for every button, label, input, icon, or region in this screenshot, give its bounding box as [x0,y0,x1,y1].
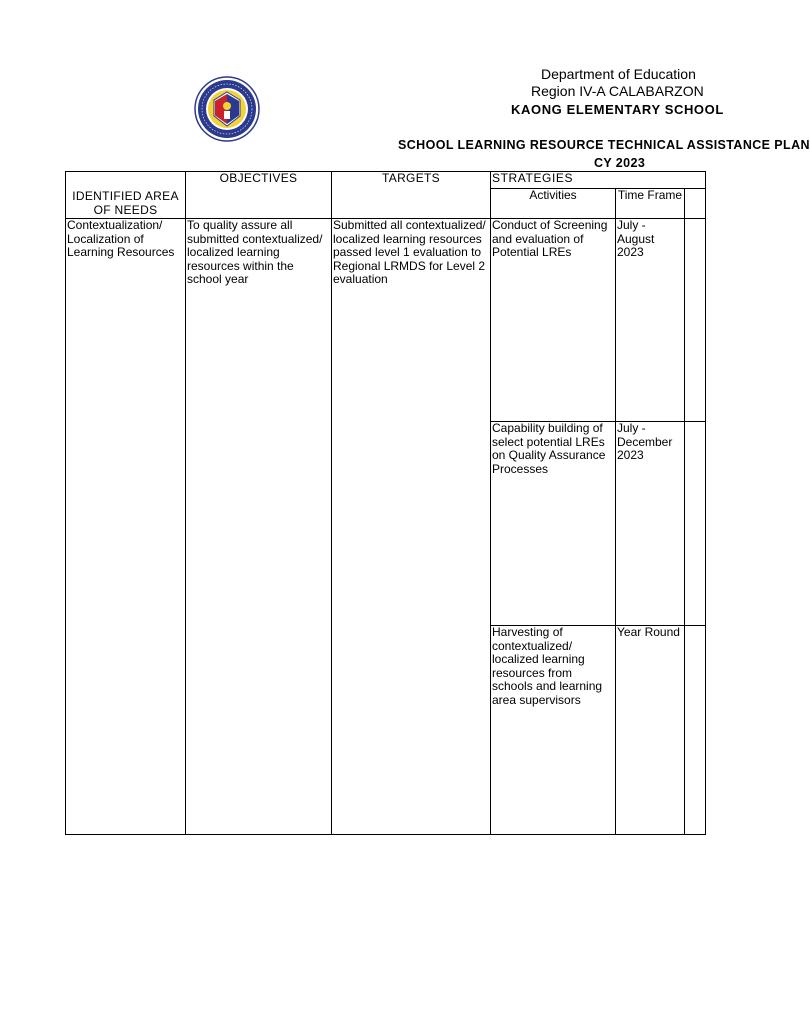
region-name: Region IV-A CALABARZON [531,83,704,99]
cell-time-frame-1: July - August 2023 [616,219,685,422]
plan-year: CY 2023 [594,156,646,170]
cell-objective: To quality assure all submitted contextualized/ localized learning resources within the school year [186,219,332,835]
plan-table [65,171,706,835]
cell-extra-3 [685,626,706,835]
cell-time-frame-3: Year Round [616,626,685,835]
col-header-objectives: OBJECTIVES [186,172,332,219]
col-header-targets: TARGETS [332,172,491,219]
school-name: KAONG ELEMENTARY SCHOOL [511,102,724,117]
department-name: Department of Education [541,66,696,82]
col-header-strategies: STRATEGIES [491,172,706,189]
col-header-blank [685,189,706,219]
cell-time-frame-2: July - December 2023 [616,422,685,626]
col-header-time-frame: Time Frame [616,189,685,219]
table-row [66,219,706,422]
col-header-area: IDENTIFIED AREA OF NEEDS [66,172,186,219]
cell-activity-3: Harvesting of contextualized/ localized learning resources from schools and learning area supervisors [491,626,616,835]
cell-extra-2 [685,422,706,626]
cell-extra-1 [685,219,706,422]
cell-activity-1: Conduct of Screening and evaluation of Potential LREs [491,219,616,422]
col-header-activities: Activities [491,189,616,219]
table-header-row [66,172,706,189]
plan-title: SCHOOL LEARNING RESOURCE TECHNICAL ASSISTANCE PLAN [398,138,810,152]
cell-area: Contextualization/ Localization of Learning Resources [66,219,186,835]
cell-target: Submitted all contextualized/ localized learning resources passed level 1 evaluation to Regional LRMDS for Level 2 evaluation [332,219,491,835]
deped-seal-logo [194,76,260,142]
cell-activity-2: Capability building of select potential LREs on Quality Assurance Processes [491,422,616,626]
